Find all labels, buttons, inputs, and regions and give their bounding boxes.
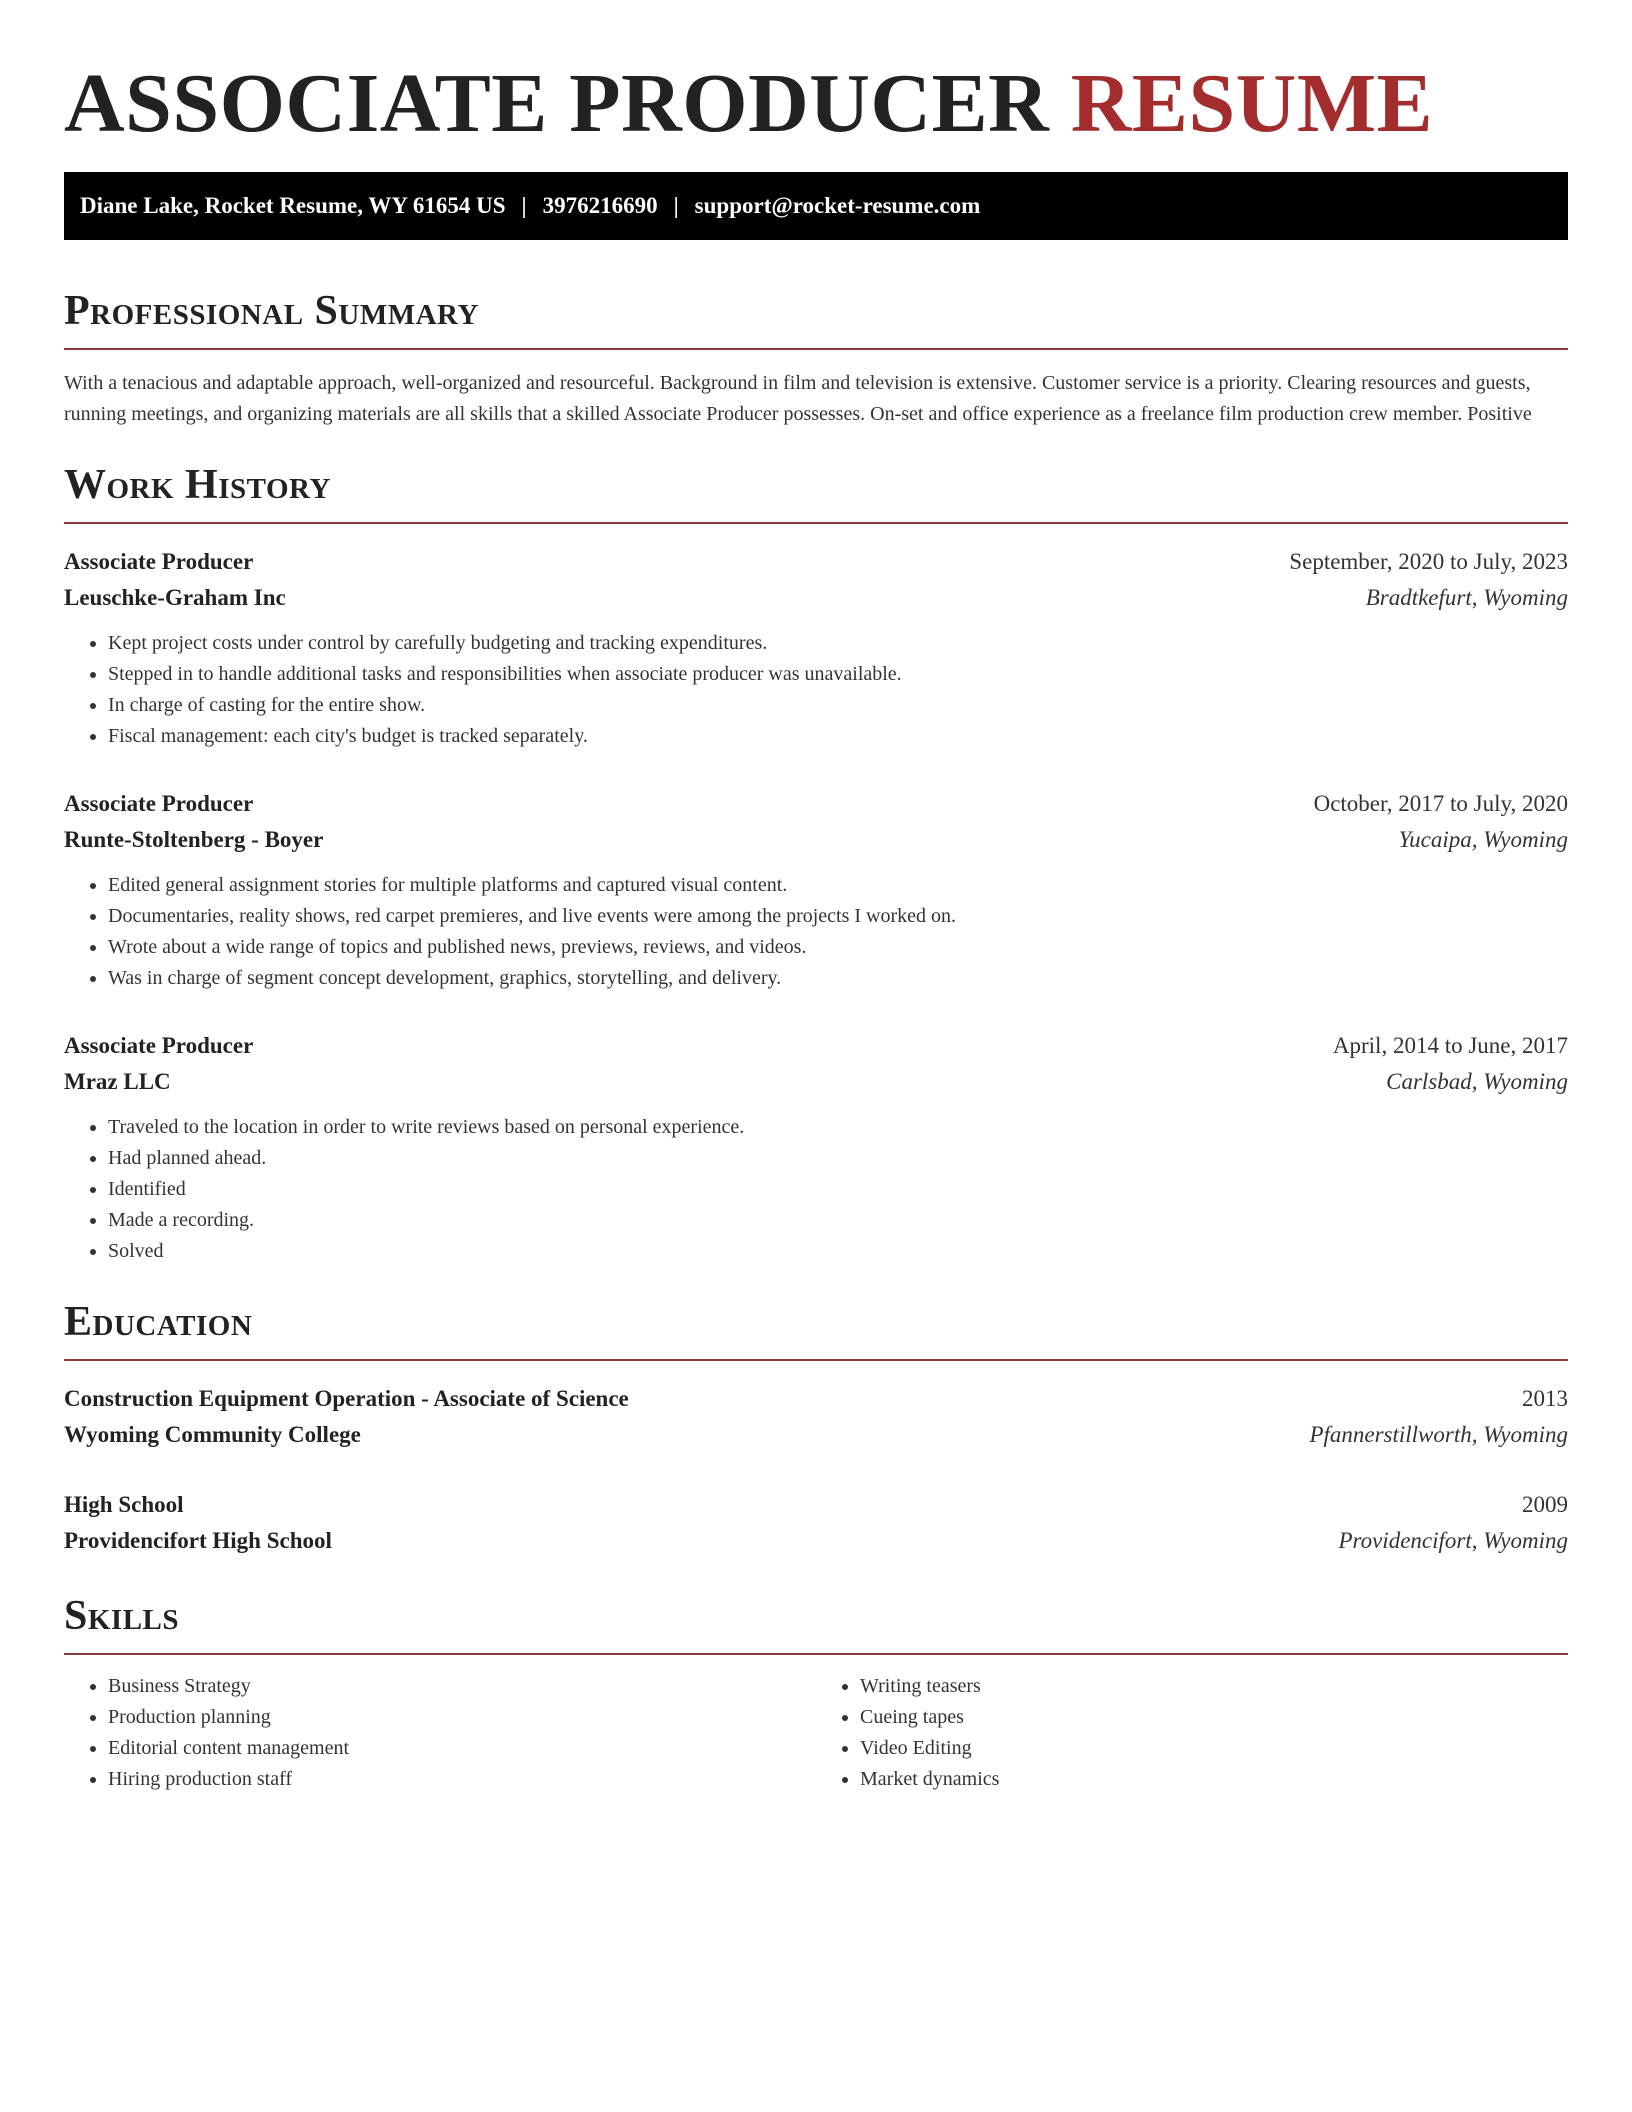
job-entry [64, 1028, 1568, 1267]
job-bullet: • Had planned ahead. [108, 1143, 1568, 1174]
job-entry [64, 544, 1568, 752]
job-bullet: • Edited general assignment stories for multiple platforms and captured visual content. [108, 870, 1568, 901]
job-bullet: • In charge of casting for the entire show. [108, 690, 1568, 721]
job-company: Leuschke-Graham Inc [64, 585, 286, 610]
job-bullet: • Identified [108, 1174, 1568, 1205]
skill-item: • Writing teasers [860, 1671, 1568, 1702]
summary-heading: Professional Summary [64, 286, 1568, 350]
job-bullet: • Wrote about a wide range of topics and published news, previews, reviews, and videos. [108, 932, 1568, 963]
job-title: Associate Producer [64, 1033, 254, 1058]
contact-phone: 3976216690 [542, 193, 658, 218]
education-heading: Education [64, 1297, 1568, 1361]
education-degree: High School [64, 1492, 184, 1517]
education-entry [64, 1487, 1568, 1559]
job-entry [64, 786, 1568, 994]
title-accent: RESUME [1070, 57, 1434, 150]
job-bullet: • Was in charge of segment concept development, graphics, storytelling, and delivery. [108, 963, 1568, 994]
job-title: Associate Producer [64, 549, 254, 574]
contact-email: support@rocket-resume.com [694, 193, 981, 218]
job-bullet: • Kept project costs under control by carefully budgeting and tracking expenditures. [108, 628, 1568, 659]
job-company-row [64, 822, 1568, 858]
education-entry [64, 1381, 1568, 1453]
contact-separator: | [521, 193, 527, 218]
job-location: Carlsbad, Wyoming [1386, 1069, 1568, 1094]
job-bullet: • Stepped in to handle additional tasks and responsibilities when associate producer was unavailable. [108, 659, 1568, 690]
work-history-heading: Work History [64, 460, 1568, 524]
skill-item: • Business Strategy [108, 1671, 816, 1702]
job-title: Associate Producer [64, 791, 254, 816]
education-location: Pfannerstillworth, Wyoming [1309, 1422, 1568, 1447]
skills-list-right [816, 1671, 1568, 1795]
education-degree-row [64, 1487, 1568, 1523]
skill-item: • Production planning [108, 1702, 816, 1733]
contact-bar [64, 172, 1568, 240]
job-bullet: • Made a recording. [108, 1205, 1568, 1236]
job-dates: April, 2014 to June, 2017 [1332, 1033, 1568, 1058]
job-company: Mraz LLC [64, 1069, 171, 1094]
skill-item: • Cueing tapes [860, 1702, 1568, 1733]
job-company-row [64, 1064, 1568, 1100]
skills-heading: Skills [64, 1591, 1568, 1655]
job-header-row [64, 544, 1568, 580]
job-header-row [64, 786, 1568, 822]
skills-list-left [64, 1671, 816, 1795]
education-school: Wyoming Community College [64, 1422, 361, 1447]
job-company-row [64, 580, 1568, 616]
education-year: 2013 [1522, 1386, 1568, 1411]
education-degree-row [64, 1381, 1568, 1417]
job-bullet: • Fiscal management: each city's budget is tracked separately. [108, 721, 1568, 752]
job-bullets [64, 1112, 1568, 1267]
education-school-row [64, 1523, 1568, 1559]
skills-columns [64, 1671, 1568, 1795]
job-bullet: • Solved [108, 1236, 1568, 1267]
contact-address: Diane Lake, Rocket Resume, WY 61654 US [80, 193, 506, 218]
title-main: ASSOCIATE PRODUCER [64, 57, 1050, 150]
job-location: Bradtkefurt, Wyoming [1365, 585, 1568, 610]
job-location: Yucaipa, Wyoming [1398, 827, 1568, 852]
summary-text: With a tenacious and adaptable approach, well-organized and resourceful. Background in film and television is extensive. Customer service is a priority. Clearing resources and guests, running meetings, and organizing materials are all skills that a skilled Associate Producer possesses. On-set and office experience as a freelance film production crew member. Positive [64, 372, 1532, 425]
skill-item: • Hiring production staff [108, 1764, 816, 1795]
education-school: Providencifort High School [64, 1528, 332, 1553]
job-bullet: • Documentaries, reality shows, red carpet premieres, and live events were among the projects I worked on. [108, 901, 1568, 932]
education-year: 2009 [1522, 1492, 1568, 1517]
skill-item: • Market dynamics [860, 1764, 1568, 1795]
job-dates: October, 2017 to July, 2020 [1313, 791, 1568, 816]
education-degree: Construction Equipment Operation - Associate of Science [64, 1386, 629, 1411]
education-location: Providencifort, Wyoming [1338, 1528, 1568, 1553]
job-header-row [64, 1028, 1568, 1064]
job-dates: September, 2020 to July, 2023 [1289, 549, 1568, 574]
job-company: Runte-Stoltenberg - Boyer [64, 827, 324, 852]
education-school-row [64, 1417, 1568, 1453]
job-bullets [64, 870, 1568, 994]
contact-separator: | [673, 193, 679, 218]
skill-item: • Editorial content management [108, 1733, 816, 1764]
job-bullet: • Traveled to the location in order to write reviews based on personal experience. [108, 1112, 1568, 1143]
job-bullets [64, 628, 1568, 752]
resume-title [64, 58, 1568, 150]
skill-item: • Video Editing [860, 1733, 1568, 1764]
